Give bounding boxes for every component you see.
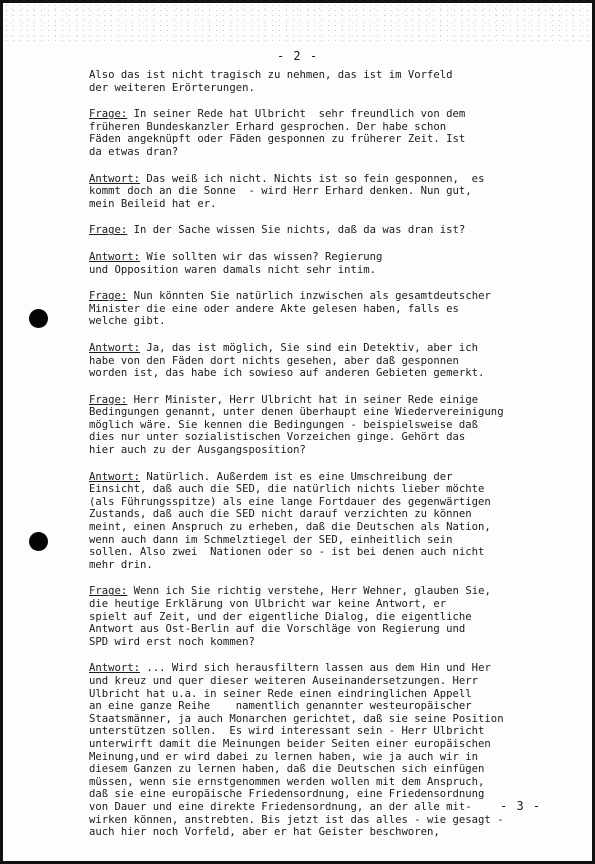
line-text: von Dauer und eine direkte Friedensordnung, an der alle mit-	[89, 800, 472, 813]
transcript-paragraph	[89, 108, 559, 158]
speaker-label: Antwort:	[89, 172, 141, 185]
line-text: Wenn ich Sie richtig verstehe, Herr Wehner, glauben Sie,	[127, 585, 491, 598]
line-text: Nun könnten Sie natürlich inzwischen als gesamtdeutscher	[127, 290, 491, 303]
text-line	[89, 776, 559, 789]
text-line	[89, 121, 559, 134]
transcript-paragraph	[89, 290, 559, 328]
transcript-paragraph	[89, 394, 559, 457]
text-line	[89, 431, 559, 444]
line-text: Staatsmänner, ja auch Monarchen gerichtet, daß sie seine Position	[89, 712, 504, 725]
text-line	[89, 367, 559, 380]
transcript-paragraph	[89, 662, 559, 838]
text-line	[89, 315, 559, 328]
line-text: meint, einen Anspruch zu erheben, daß die Deutschen als Nation,	[89, 521, 491, 534]
text-line	[89, 508, 559, 521]
line-text: Ulbricht hat u.a. in seiner Rede einen eindringlichen Appell	[89, 687, 472, 700]
text-line	[89, 636, 559, 649]
line-text: Antwort aus Ost-Berlin auf die Vorschläge von Regierung und	[89, 623, 466, 636]
text-line	[89, 173, 559, 186]
line-text: Natürlich. Außerdem ist es eine Umschreibung der	[140, 470, 453, 483]
line-text: Minister die eine oder andere Akte gelesen haben, falls es	[89, 302, 459, 315]
line-text: kommt doch an die Sonne - wird Herr Erhard denken. Nun gut,	[89, 185, 472, 198]
line-text: Bedingungen genannt, unter denen überhaupt eine Wiedervereinigung	[89, 406, 504, 419]
line-text: auch hier noch Vorfeld, aber er hat Geister beschworen,	[89, 826, 440, 839]
speaker-label: Antwort:	[89, 250, 141, 263]
text-line	[89, 133, 559, 146]
punch-hole-upper	[29, 309, 48, 328]
speaker-label: Frage:	[89, 224, 128, 237]
speaker-label: Frage:	[89, 290, 128, 303]
text-line	[89, 198, 559, 211]
line-text: welche gibt.	[89, 315, 166, 328]
text-line	[89, 496, 559, 509]
line-text: ... Wird sich herausfiltern lassen aus dem Hin und Her	[140, 662, 491, 675]
scan-noise	[3, 3, 592, 43]
transcript-paragraph	[89, 251, 559, 276]
transcript-paragraph	[89, 224, 559, 237]
line-text: (als Führungsspitze) als eine lange Fortdauer des gegenwärtigen	[89, 495, 491, 508]
line-text: Fäden angeknüpft oder Fäden gesponnen zu früherer Zeit. Ist	[89, 133, 466, 146]
line-text: früheren Bundeskanzler Erhard gesprochen. Der habe schon	[89, 120, 447, 133]
text-line	[89, 264, 559, 277]
line-text: Zustands, daß auch die SED nicht darauf verzichten zu können	[89, 508, 472, 521]
line-text: SPD wird erst noch kommen?	[89, 635, 255, 648]
line-text: wirken können, anstrebten. Bis jetzt ist das alles - wie gesagt -	[89, 813, 504, 826]
line-text: wenn auch dann im Schmelztiegel der SED, einheitlich sein	[89, 533, 453, 546]
speaker-label: Antwort:	[89, 662, 141, 675]
line-text: In der Sache wissen Sie nichts, daß da was dran ist?	[127, 224, 466, 237]
text-line	[89, 534, 559, 547]
line-text: hier auch zu der Ausgangsposition?	[89, 444, 306, 457]
line-text: möglich wäre. Sie kennen die Bedingungen - beispielsweise daß	[89, 418, 479, 431]
line-text: und kreuz und quer dieser weiteren Auseinandersetzungen. Herr	[89, 674, 479, 687]
text-line	[89, 546, 559, 559]
speaker-label: Frage:	[89, 393, 128, 406]
text-line	[89, 108, 559, 121]
text-line	[89, 763, 559, 776]
text-line	[89, 611, 559, 624]
line-text: mein Beileid hat er.	[89, 197, 217, 210]
document-page	[3, 3, 592, 861]
line-text: sollen. Also zwei Nationen oder so - ist bei denen auch nicht	[89, 546, 485, 559]
page-number: - 2 -	[276, 49, 319, 63]
line-text: unterwirft damit die Meinungen beider Seiten einer europäischen	[89, 737, 491, 750]
speaker-label: Antwort:	[89, 341, 141, 354]
text-line	[89, 725, 559, 738]
line-text: Wie sollten wir das wissen? Regierung	[140, 250, 383, 263]
line-text: an eine ganze Reihe namentlich genannter westeuropäischer	[89, 700, 472, 713]
text-line	[89, 585, 559, 598]
text-line	[89, 713, 559, 726]
line-text: dies nur unter sozialistischen Vorzeichen ginge. Gehört das	[89, 431, 466, 444]
text-line	[89, 521, 559, 534]
text-line	[89, 290, 559, 303]
line-text: Ja, das ist möglich, Sie sind ein Detektiv, aber ich	[140, 341, 479, 354]
line-text: die heutige Erklärung von Ulbricht war keine Antwort, er	[89, 598, 447, 610]
speaker-label: Frage:	[89, 108, 128, 121]
text-line	[89, 355, 559, 368]
text-line	[89, 471, 559, 484]
line-text: und Opposition waren damals nicht sehr intim.	[89, 263, 377, 276]
speaker-label: Antwort:	[89, 470, 141, 483]
transcript-paragraph	[89, 173, 559, 211]
text-line	[89, 814, 559, 827]
line-text: diesem Ganzen zu lernen haben, daß die Deutschen sich einfügen	[89, 763, 485, 776]
line-text: Meinung,und er wird dabei zu lernen haben, wie ja auch wir in	[89, 750, 479, 763]
text-line	[89, 662, 559, 675]
line-text: habe von den Fäden dort nichts gesehen, aber daß gesponnen	[89, 354, 459, 367]
line-text: daß sie eine europäische Friedensordnung, eine Friedensordnung	[89, 788, 485, 801]
text-line	[89, 675, 559, 688]
line-text: der weiteren Erörterungen.	[89, 81, 255, 94]
text-line	[89, 82, 559, 95]
text-line	[89, 751, 559, 764]
text-line	[89, 406, 559, 419]
line-text: müssen, wenn sie ernstgenommen werden wollen mit dem Anspruch,	[89, 775, 485, 788]
text-line	[89, 559, 559, 572]
line-text: Das weiß ich nicht. Nichts ist so fein gesponnen, es	[140, 172, 485, 185]
line-text: unterstützen sollen. Es wird interessant sein - Herr Ulbricht	[89, 725, 485, 738]
text-line	[89, 224, 559, 237]
text-line	[89, 146, 559, 159]
text-line	[89, 185, 559, 198]
text-line	[89, 598, 559, 611]
line-text: Herr Minister, Herr Ulbricht hat in seiner Rede einige	[127, 393, 479, 406]
text-line	[89, 483, 559, 496]
line-text: Einsicht, daß auch die SED, die natürlich nichts lieber möchte	[89, 483, 485, 496]
text-line	[89, 419, 559, 432]
line-text: spielt auf Zeit, und der eigentliche Dialog, die eigentliche	[89, 610, 472, 623]
text-line	[89, 623, 559, 636]
text-line	[89, 342, 559, 355]
line-text: mehr drin.	[89, 558, 153, 571]
punch-hole-lower	[29, 532, 48, 551]
text-line	[89, 688, 559, 701]
text-line	[89, 69, 559, 82]
line-text: da etwas dran?	[89, 145, 179, 158]
text-line	[89, 826, 559, 839]
speaker-label: Frage:	[89, 585, 128, 598]
interview-transcript	[89, 69, 559, 853]
transcript-paragraph	[89, 69, 559, 94]
text-line	[89, 700, 559, 713]
text-line	[89, 251, 559, 264]
next-page-marker: - 3 -	[500, 799, 542, 813]
line-text: In seiner Rede hat Ulbricht sehr freundlich von dem	[127, 108, 466, 121]
text-line	[89, 801, 559, 814]
line-text: worden ist, das habe ich sowieso auf anderen Gebieten gemerkt.	[89, 367, 485, 380]
text-line	[89, 394, 559, 407]
text-line	[89, 738, 559, 751]
text-line	[89, 303, 559, 316]
transcript-paragraph	[89, 471, 559, 572]
transcript-paragraph	[89, 585, 559, 648]
line-text: Also das ist nicht tragisch zu nehmen, das ist im Vorfeld	[89, 69, 453, 81]
transcript-paragraph	[89, 342, 559, 380]
text-line	[89, 788, 559, 801]
text-line	[89, 444, 559, 457]
